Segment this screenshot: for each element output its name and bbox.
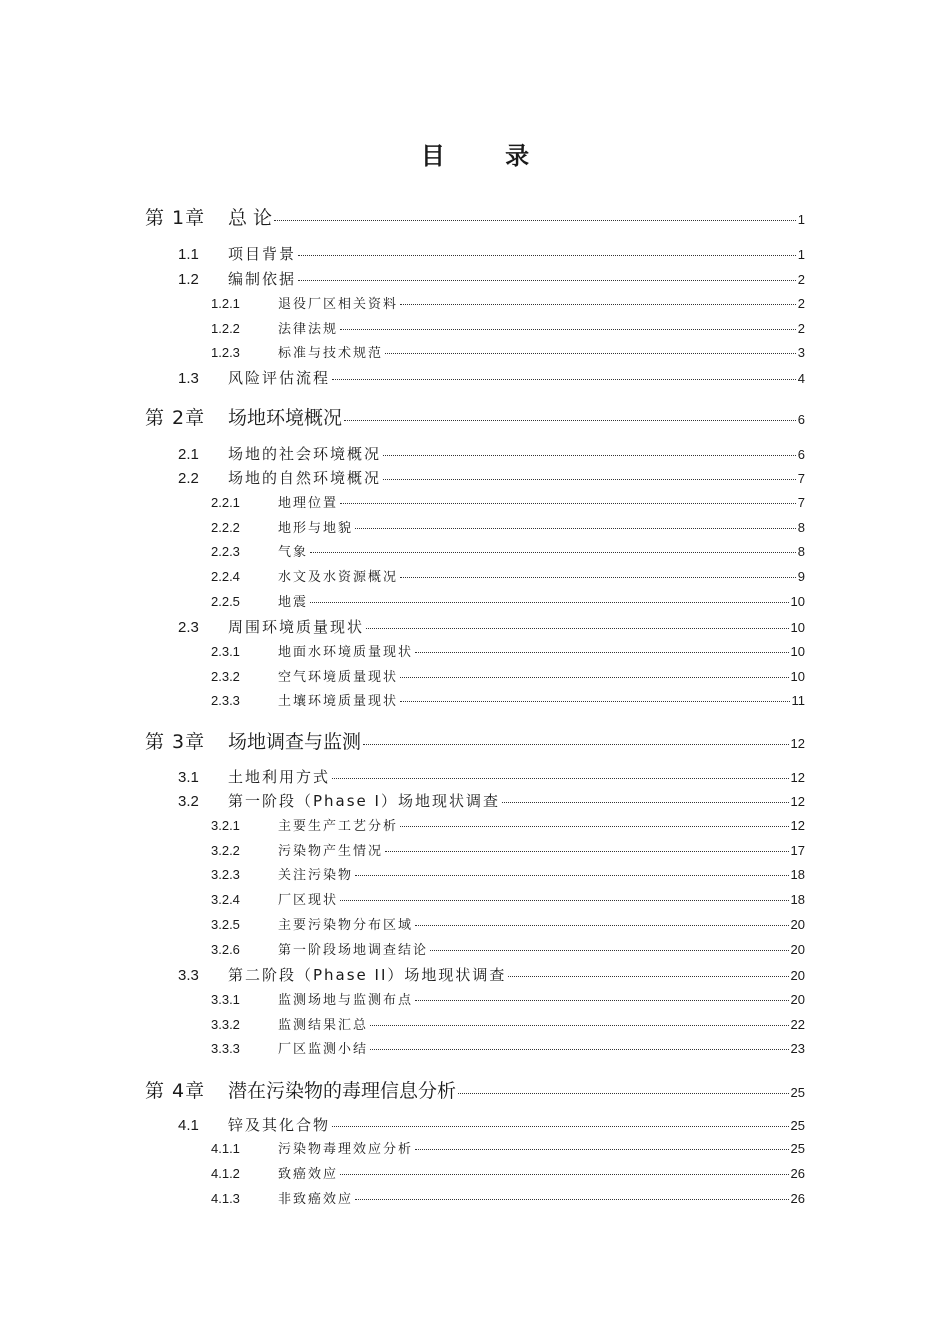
toc-entry-level3[interactable] — [211, 1014, 805, 1032]
toc-entry-number: 4.1.2 — [211, 1166, 240, 1181]
toc-entry-label: 总 论 — [228, 207, 273, 229]
toc-entry-label: 主要污染物分布区域 — [278, 918, 414, 933]
toc-entry-label: 标准与技术规范 — [278, 346, 384, 361]
toc-entry-number: 2.2.3 — [211, 544, 240, 559]
toc-entry-number: 1.3 — [178, 370, 199, 387]
toc-page-number: 2 — [797, 321, 805, 336]
toc-entry-number: 3.1 — [178, 769, 199, 786]
toc-dot-leader — [332, 1126, 789, 1127]
toc-entry-level3[interactable] — [211, 914, 805, 932]
toc-entry-number: 3.3.1 — [211, 992, 240, 1007]
toc-entry-label: 地形与地貌 — [278, 521, 354, 536]
toc-entry-level2[interactable] — [178, 268, 805, 288]
toc-entry-label: 第一阶段场地调查结论 — [278, 943, 429, 958]
toc-page-number: 20 — [790, 917, 805, 932]
toc-page-number: 8 — [797, 520, 805, 535]
toc-entry-label: 第一阶段（Phase I）场地现状调查 — [228, 792, 500, 810]
toc-entry-level2[interactable] — [178, 616, 805, 636]
toc-dot-leader — [415, 1149, 789, 1150]
toc-entry-number: 3.2.5 — [211, 917, 240, 932]
toc-entry-level3[interactable] — [211, 517, 805, 535]
toc-entry-label: 地理位置 — [278, 496, 339, 511]
toc-dot-leader — [298, 255, 796, 256]
toc-page-number: 10 — [790, 669, 805, 684]
toc-dot-leader — [340, 329, 796, 330]
toc-entry-level2[interactable] — [178, 964, 805, 984]
toc-page-number: 10 — [790, 594, 805, 609]
toc-entry-number: 3.3 — [178, 967, 199, 984]
toc-entry-label: 污染物产生情况 — [278, 844, 384, 859]
toc-entry-label: 主要生产工艺分析 — [278, 819, 399, 834]
toc-entry-number: 2.3.3 — [211, 693, 240, 708]
toc-entry-level3[interactable] — [211, 641, 805, 659]
toc-dot-leader — [415, 1000, 789, 1001]
toc-page-number: 20 — [790, 968, 805, 983]
toc-entry-level3[interactable] — [211, 566, 805, 584]
toc-entry-number: 第 4章 — [145, 1080, 206, 1102]
toc-entry-number: 4.1.3 — [211, 1191, 240, 1206]
toc-entry-number: 2.2 — [178, 470, 199, 487]
toc-entry-level3[interactable] — [211, 342, 805, 360]
toc-dot-leader — [298, 280, 796, 281]
toc-entry-level3[interactable] — [211, 690, 805, 708]
toc-entry-number: 2.2.4 — [211, 569, 240, 584]
toc-dot-leader — [415, 652, 789, 653]
toc-dot-leader — [458, 1093, 789, 1094]
toc-dot-leader — [344, 420, 796, 421]
toc-entry-level1[interactable] — [145, 727, 805, 753]
toc-entry-level2[interactable] — [178, 790, 805, 810]
toc-entry-number: 第 1章 — [145, 207, 206, 229]
toc-entry-level1[interactable] — [145, 203, 805, 229]
toc-dot-leader — [355, 528, 796, 529]
toc-entry-level3[interactable] — [211, 1138, 805, 1156]
toc-dot-leader — [310, 602, 789, 603]
toc-dot-leader — [400, 826, 789, 827]
toc-entry-number: 第 3章 — [145, 731, 206, 753]
toc-entry-level3[interactable] — [211, 666, 805, 684]
toc-entry-number: 3.2.4 — [211, 892, 240, 907]
toc-page-number: 7 — [797, 471, 805, 486]
toc-page-number: 20 — [790, 992, 805, 1007]
toc-entry-label: 场地的社会环境概况 — [228, 445, 382, 463]
toc-page-number: 6 — [797, 412, 805, 427]
toc-entry-number: 3.2.6 — [211, 942, 240, 957]
toc-entry-level2[interactable] — [178, 467, 805, 487]
toc-dot-leader — [340, 1174, 789, 1175]
toc-entry-number: 4.1 — [178, 1117, 199, 1134]
toc-page-number: 12 — [790, 736, 805, 751]
toc-dot-leader — [370, 1049, 789, 1050]
toc-entry-level3[interactable] — [211, 939, 805, 957]
toc-entry-label: 水文及水资源概况 — [278, 570, 399, 585]
toc-entry-label: 监测结果汇总 — [278, 1018, 369, 1033]
toc-entry-number: 1.1 — [178, 246, 199, 263]
toc-entry-number: 4.1.1 — [211, 1141, 240, 1156]
toc-dot-leader — [310, 552, 796, 553]
toc-entry-label: 场地环境概况 — [228, 407, 343, 429]
toc-entry-label: 项目背景 — [228, 245, 297, 263]
toc-entry-number: 3.2.2 — [211, 843, 240, 858]
toc-entry-level2[interactable] — [178, 443, 805, 463]
toc-entry-label: 关注污染物 — [278, 868, 354, 883]
toc-dot-leader — [363, 744, 789, 745]
toc-entry-level3[interactable] — [211, 889, 805, 907]
toc-page-number: 8 — [797, 544, 805, 559]
toc-entry-number: 3.3.3 — [211, 1041, 240, 1056]
toc-dot-leader — [385, 851, 789, 852]
toc-entry-level3[interactable] — [211, 989, 805, 1007]
toc-page-number: 3 — [797, 345, 805, 360]
toc-entry-level3[interactable] — [211, 541, 805, 559]
toc-entry-number: 1.2.3 — [211, 345, 240, 360]
toc-entry-number: 2.2.1 — [211, 495, 240, 510]
toc-entry-label: 第二阶段（Phase II）场地现状调查 — [228, 966, 507, 984]
toc-page-number: 7 — [797, 495, 805, 510]
toc-dot-leader — [502, 802, 789, 803]
toc-dot-leader — [400, 677, 789, 678]
toc-page-number: 26 — [790, 1166, 805, 1181]
toc-entry-level1[interactable] — [145, 1076, 805, 1102]
toc-page-number: 10 — [790, 620, 805, 635]
toc-page-number: 2 — [797, 296, 805, 311]
toc-entry-number: 3.2.3 — [211, 867, 240, 882]
toc-dot-leader — [366, 628, 789, 629]
toc-page-number: 26 — [790, 1191, 805, 1206]
toc-entry-label: 周围环境质量现状 — [228, 618, 365, 636]
toc-page-number: 25 — [790, 1085, 805, 1100]
toc-entry-label: 编制依据 — [228, 270, 297, 288]
toc-entry-label: 厂区现状 — [278, 893, 339, 908]
toc-entry-number: 1.2.1 — [211, 296, 240, 311]
toc-entry-number: 第 2章 — [145, 407, 206, 429]
toc-page-number: 2 — [797, 272, 805, 287]
toc-entry-level2[interactable] — [178, 1114, 805, 1134]
toc-dot-leader — [430, 950, 789, 951]
toc-entry-number: 3.3.2 — [211, 1017, 240, 1032]
toc-dot-leader — [400, 577, 796, 578]
toc-entry-level3[interactable] — [211, 864, 805, 882]
toc-page-number: 18 — [790, 892, 805, 907]
toc-page-number: 1 — [797, 247, 805, 262]
toc-page-number: 23 — [790, 1041, 805, 1056]
toc-entry-label: 地面水环境质量现状 — [278, 645, 414, 660]
toc-page-number: 11 — [791, 693, 805, 708]
toc-page-number: 4 — [797, 371, 805, 386]
toc-entry-level3[interactable] — [211, 1188, 805, 1206]
toc-entry-label: 退役厂区相关资料 — [278, 297, 399, 312]
toc-dot-leader — [332, 778, 789, 779]
toc-entry-label: 监测场地与监测布点 — [278, 993, 414, 1008]
toc-entry-label: 污染物毒理效应分析 — [278, 1142, 414, 1157]
toc-entry-label: 空气环境质量现状 — [278, 670, 399, 685]
toc-entry-number: 2.1 — [178, 446, 199, 463]
toc-entry-label: 风险评估流程 — [228, 369, 331, 387]
toc-entry-level2[interactable] — [178, 243, 805, 263]
toc-dot-leader — [355, 875, 789, 876]
toc-dot-leader — [383, 479, 796, 480]
toc-dot-leader — [274, 220, 796, 221]
toc-entry-level3[interactable] — [211, 1163, 805, 1181]
toc-entry-number: 2.2.5 — [211, 594, 240, 609]
toc-entry-level2[interactable] — [178, 766, 805, 786]
toc-page-number: 12 — [790, 770, 805, 785]
toc-entry-number: 2.3 — [178, 619, 199, 636]
toc-page-number: 9 — [797, 569, 805, 584]
toc-page-number: 17 — [790, 843, 805, 858]
toc-entry-level1[interactable] — [145, 403, 805, 429]
toc-dot-leader — [508, 976, 788, 977]
toc-entry-number: 2.3.1 — [211, 644, 240, 659]
toc-dot-leader — [355, 1199, 789, 1200]
toc-entry-label: 气象 — [278, 545, 309, 560]
toc-dot-leader — [415, 925, 789, 926]
toc-page-number: 6 — [797, 447, 805, 462]
toc-entry-label: 土壤环境质量现状 — [278, 694, 399, 709]
toc-entry-level3[interactable] — [211, 1038, 805, 1056]
toc-entry-number: 3.2.1 — [211, 818, 240, 833]
toc-dot-leader — [340, 900, 789, 901]
toc-entry-number: 2.2.2 — [211, 520, 240, 535]
toc-entry-level2[interactable] — [178, 367, 805, 387]
toc-entry-label: 锌及其化合物 — [228, 1116, 331, 1134]
toc-page-number: 18 — [790, 867, 805, 882]
toc-entry-number: 1.2.2 — [211, 321, 240, 336]
toc-entry-label: 场地的自然环境概况 — [228, 469, 382, 487]
toc-page-number: 20 — [790, 942, 805, 957]
toc-page-number: 12 — [790, 794, 805, 809]
toc-page-number: 22 — [790, 1017, 805, 1032]
toc-page-number: 12 — [790, 818, 805, 833]
toc-dot-leader — [400, 304, 796, 305]
toc-entry-level3[interactable] — [211, 840, 805, 858]
toc-entry-label: 厂区监测小结 — [278, 1042, 369, 1057]
toc-dot-leader — [385, 353, 796, 354]
toc-entry-label: 土地利用方式 — [228, 768, 331, 786]
toc-entry-label: 致癌效应 — [278, 1167, 339, 1182]
toc-entry-label: 地震 — [278, 595, 309, 610]
toc-page-number: 1 — [797, 212, 805, 227]
toc-entry-level3[interactable] — [211, 591, 805, 609]
toc-entry-number: 2.3.2 — [211, 669, 240, 684]
toc-entry-number: 3.2 — [178, 793, 199, 810]
toc-entry-level3[interactable] — [211, 815, 805, 833]
toc-dot-leader — [332, 379, 796, 380]
toc-entry-label: 法律法规 — [278, 322, 339, 337]
toc-entry-level3[interactable] — [211, 293, 805, 311]
toc-dot-leader — [340, 503, 796, 504]
toc-dot-leader — [370, 1025, 789, 1026]
toc-entry-label: 场地调查与监测 — [228, 731, 362, 753]
toc-entry-level3[interactable] — [211, 492, 805, 510]
toc-entry-number: 1.2 — [178, 271, 199, 288]
toc-page-number: 25 — [790, 1141, 805, 1156]
toc-entry-label: 非致癌效应 — [278, 1192, 354, 1207]
toc-entry-label: 潜在污染物的毒理信息分析 — [228, 1080, 457, 1102]
toc-dot-leader — [400, 701, 789, 702]
toc-title: 目 录 — [420, 142, 556, 170]
toc-page-number: 10 — [790, 644, 805, 659]
toc-dot-leader — [383, 455, 796, 456]
toc-entry-level3[interactable] — [211, 318, 805, 336]
toc-page-number: 25 — [790, 1118, 805, 1133]
